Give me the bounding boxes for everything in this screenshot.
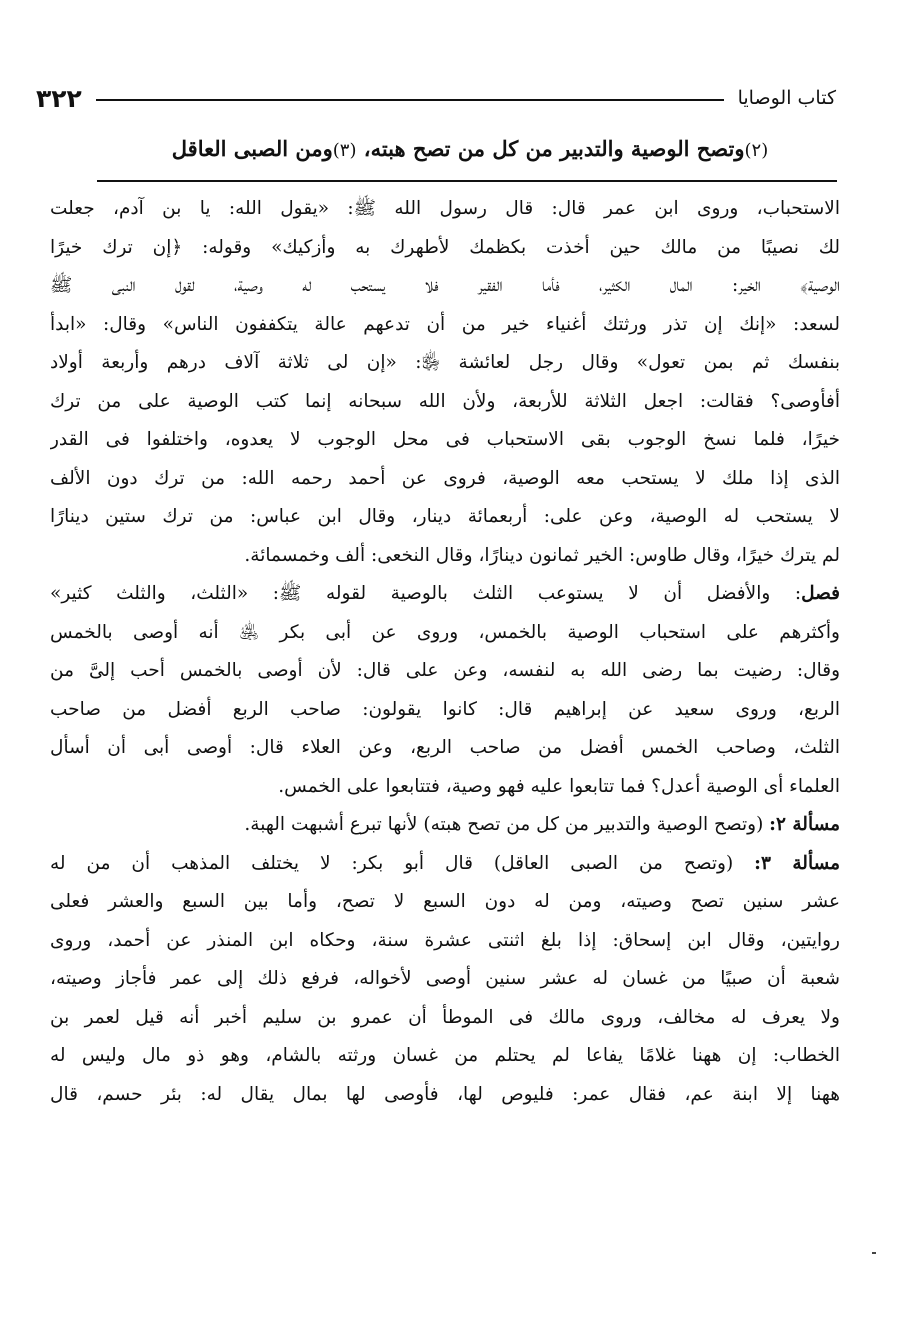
masala-3-heading: مسألة ٣: — [754, 852, 840, 874]
text-line: لا يستحب له الوصية، وعن على: أربعمائة دينار، وقال ابن عباس: من ترك ستين دينارًا — [50, 506, 840, 527]
book-title: كتاب الوصايا — [737, 87, 836, 109]
fasl-first-line — [50, 575, 840, 614]
masala-2-text: (وتصح الوصية والتدبير من كل من تصح هبته) لأنها تبرع أشبهت الهبة. — [244, 814, 770, 835]
text-line: شعبة أن صبيًا من غسان له عشر سنين أوصى لأخواله، فرفع ذلك إلى عمر فأجاز وصيته، — [50, 968, 840, 989]
text-line: لسعد: «إنك إن تذر ورثتك أغنياء خير من أن تدعهم عالة يتكففون الناس» وقال: «ابدأ — [50, 313, 840, 335]
text-line: روايتين، وقال ابن إسحاق: إذا بلغ اثنتى عشرة سنة، وحكاه ابن المنذر عن أحمد، وروى — [50, 929, 840, 951]
fasl-heading: فصل — [801, 583, 840, 604]
text-line: الوصية﴾ الخير: المال الكثير، فأما الفقير فلا يستحب له وصية، لقول النبى ﷺ — [50, 275, 840, 296]
matn-note-number: (٢) — [744, 140, 769, 161]
text-line: ولا يعرف له مخالف، وروى مالك فى الموطأ أن عمرو بن سليم أخبر أنه قيل لعمر بن — [50, 1006, 840, 1028]
separator-rule — [97, 180, 837, 182]
scan-speck — [872, 1252, 876, 1254]
text-line: الثلث، وصاحب الخمس أفضل من صاحب الربع، وعن العلاء قال: أوصى أبى أن أسأل — [50, 737, 840, 758]
masala-2-heading: مسألة ٢: — [769, 814, 840, 835]
text-line: لم يترك خيرًا، وقال طاوس: الخير ثمانون دينارًا، وقال النخعى: ألف وخمسمائة. — [244, 544, 840, 566]
text-line: وقال: رضيت بما رضى الله به لنفسه، وعن على قال: لأن أوصى بالخمس أحب إلىَّ من — [50, 660, 840, 681]
masala-3-first-line — [50, 845, 840, 884]
text-line: ههنا إلا ابنة عم، فقال عمر: فليوص لها، فأوصى لها بمال يقال له: بئر حسم، قال — [50, 1083, 840, 1105]
text-line: عشر سنين تصح وصيته، ومن له دون السبع لا تصح، وأما بين السبع والعشر فعلى — [50, 891, 840, 912]
text-line: خيرًا، فلما نسخ الوجوب بقى الاستحباب فى محل الوجوب لا يعدوه، واختلفوا فى القدر — [50, 429, 840, 450]
page-number: ٣٢٢ — [36, 83, 82, 113]
matn-text-a: وتصح الوصية والتدبير من كل من تصح هبته، — [363, 136, 745, 161]
text-line: الاستحباب، وروى ابن عمر قال: قال رسول الله ﷺ: «يقول الله: يا بن آدم، جعلت — [50, 198, 840, 219]
text-line: الذى إذا ملك لا يستحب معه الوصية، فروى عن أحمد رحمه الله: من ترك دون الألف — [50, 467, 840, 489]
text-line: الربع، وروى سعيد عن إبراهيم قال: كانوا يقولون: صاحب الربع أفضل من صاحب — [50, 698, 840, 720]
text-line: الخطاب: إن ههنا غلامًا يفاعا لم يحتلم من غسان ورثته بالشام، وهو ذو مال وليس له — [50, 1045, 840, 1066]
text-line: وأكثرهم على استحباب الوصية بالخمس، وروى عن أبى بكر ﵁ أنه أوصى بالخمس — [50, 621, 840, 643]
fasl-text: : والأفضل أن لا يستوعب الثلث بالوصية لقوله ﷺ: «الثلث، والثلث كثير» — [50, 583, 802, 604]
masala-3-text: (وتصح من الصبى العاقل) قال أبو بكر: لا يختلف المذهب أن من له — [50, 852, 755, 874]
masala-2-line — [50, 806, 840, 845]
running-header — [36, 78, 836, 118]
text-line: لك نصيبًا من مالك حين أخذت بكظمك لأطهرك به وأزكيك» وقوله: ﴿إن ترك خيرًا — [50, 236, 840, 258]
text-line: بنفسك ثم بمن تعول» وقال رجل لعائشة ﵂: «إن لى ثلاثة آلاف درهم وأربعة أولاد — [50, 352, 840, 373]
text-line: أفأوصى؟ فقالت: اجعل الثلاثة للأربعة، ولأن الله سبحانه إنما كتب الوصية على من ترك — [50, 390, 840, 412]
matn-note-number: (٣) — [332, 140, 357, 161]
header-rule — [96, 99, 724, 101]
text-line: العلماء أى الوصية أعدل؟ فما تتابعوا عليه فهو وصية، فتتابعوا على الخمس. — [278, 775, 840, 797]
matn-text-b: ومن الصبى العاقل — [171, 136, 333, 161]
commentary-text — [50, 190, 840, 1114]
matn-text — [100, 128, 840, 170]
